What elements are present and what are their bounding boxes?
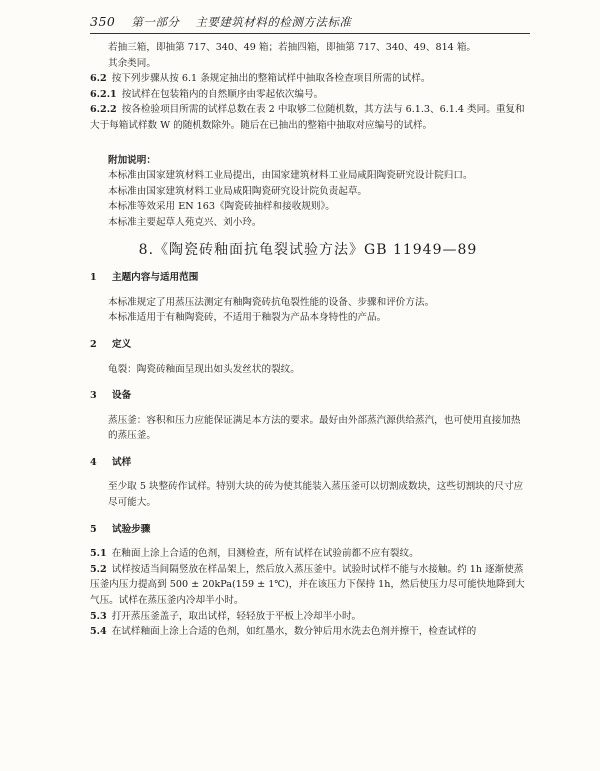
step-text: 打开蒸压釜盖子，取出试样，轻轻放于平板上冷却半小时。 — [111, 610, 362, 622]
section-title: 试验步骤 — [112, 523, 151, 535]
clause-number: 6.2.2 — [90, 104, 117, 116]
step-number: 5.1 — [90, 548, 107, 560]
clause-6-2-1 — [90, 87, 526, 103]
section-1-para: 本标准适用于有釉陶瓷砖，不适用于釉裂为产品本身特性的产品。 — [108, 312, 387, 324]
page-header — [90, 14, 530, 30]
notes-title: 附加说明： — [108, 154, 156, 166]
step-text: 试样按适当间隔竖放在样品架上，然后放入蒸压釜中。试验时试样不能与水接触。约 1h 逐渐使蒸压釜内压力提高到 500 ± 20kPa(159 ± 1℃)，并在该压力下保持 1h，然后使压力尽可能快地降到大气压。试样在蒸压釜内冷却半小时。 — [90, 563, 525, 607]
section-1-heading — [90, 270, 526, 286]
step-number: 5.4 — [90, 626, 107, 638]
intro-line-2: 其余类同。 — [108, 57, 156, 69]
section-title: 试样 — [112, 456, 132, 468]
section-number: 2 — [90, 338, 97, 350]
page-number: 350 — [90, 14, 116, 29]
section-2-para: 龟裂：陶瓷砖釉面呈现出如头发丝状的裂纹。 — [108, 363, 300, 375]
section-3-para: 蒸压釜：容积和压力应能保证满足本方法的要求。最好由外部蒸汽源供给蒸汽，也可使用直接加热的蒸压釜。 — [108, 414, 521, 442]
header-rule — [90, 33, 530, 34]
section-2-heading — [90, 337, 526, 353]
step-5-3 — [90, 609, 526, 625]
page-body — [90, 40, 526, 640]
section-number: 4 — [90, 456, 97, 468]
step-text: 在釉面上涂上合适的色剂，目测检查，所有试样在试验前都不应有裂纹。 — [111, 548, 419, 560]
clause-text: 按各检验项目所需的试样总数在表 2 中取够二位随机数，其方法与 6.1.3、6.1.4 类同。重复和大于每箱试样数 W 的随机数除外。随后在已抽出的整箱中抽取对应编号的试样。 — [90, 104, 525, 131]
clause-text: 按下列步骤从按 6.1 条规定抽出的整箱试样中抽取各检查项目所需的试样。 — [111, 73, 431, 85]
book-title: 主要建筑材料的检测方法标准 — [195, 15, 352, 29]
section-4-para: 至少取 5 块整砖作试样。特别大块的砖为使其能装入蒸压釜可以切割成数块，这些切割块的尺寸应尽可能大。 — [108, 481, 524, 509]
standard-title: 8.《陶瓷砖釉面抗龟裂试验方法》GB 11949—89 — [138, 241, 478, 258]
section-5-heading — [90, 522, 526, 538]
step-number: 5.3 — [90, 610, 107, 622]
step-5-4 — [90, 624, 526, 640]
intro-line-1: 若抽三箱，即抽第 717、340、49 箱；若抽四箱，即抽第 717、340、49、814 箱。 — [108, 42, 477, 53]
section-title: 主题内容与适用范围 — [112, 272, 199, 284]
clause-text: 按试样在包装箱内的自然顺序由零起依次编号。 — [121, 88, 324, 100]
section-3-heading — [90, 388, 526, 404]
section-title: 设备 — [112, 390, 132, 402]
note-line: 本标准等效采用 EN 163《陶瓷砖抽样和接收规则》。 — [108, 201, 335, 213]
part-label: 第一部分 — [131, 15, 180, 29]
section-title: 定义 — [112, 338, 132, 350]
step-number: 5.2 — [90, 563, 107, 575]
step-5-2 — [90, 562, 526, 609]
clause-number: 6.2.1 — [90, 88, 117, 100]
additional-notes — [90, 153, 526, 231]
note-line: 本标准主要起草人苑克兴、刘小玲。 — [108, 216, 262, 228]
step-5-1 — [90, 546, 526, 562]
section-4-heading — [90, 455, 526, 471]
step-text: 在试样釉面上涂上合适的色剂，如红墨水，数分钟后用水洗去色剂并擦干，检查试样的 — [111, 626, 477, 638]
clause-6-2 — [90, 71, 526, 87]
clause-6-2-2 — [90, 102, 526, 133]
section-number: 5 — [90, 523, 97, 535]
section-1-para: 本标准规定了用蒸压法测定有釉陶瓷砖抗龟裂性能的设备、步骤和评价方法。 — [108, 296, 435, 308]
section-number: 3 — [90, 390, 97, 402]
section-number: 1 — [90, 272, 97, 284]
note-line: 本标准由国家建筑材料工业局咸阳陶瓷研究设计院负责起草。 — [108, 185, 368, 197]
clause-number: 6.2 — [90, 73, 107, 85]
note-line: 本标准由国家建筑材料工业局提出，由国家建筑材料工业局咸阳陶瓷研究设计院归口。 — [108, 170, 473, 182]
